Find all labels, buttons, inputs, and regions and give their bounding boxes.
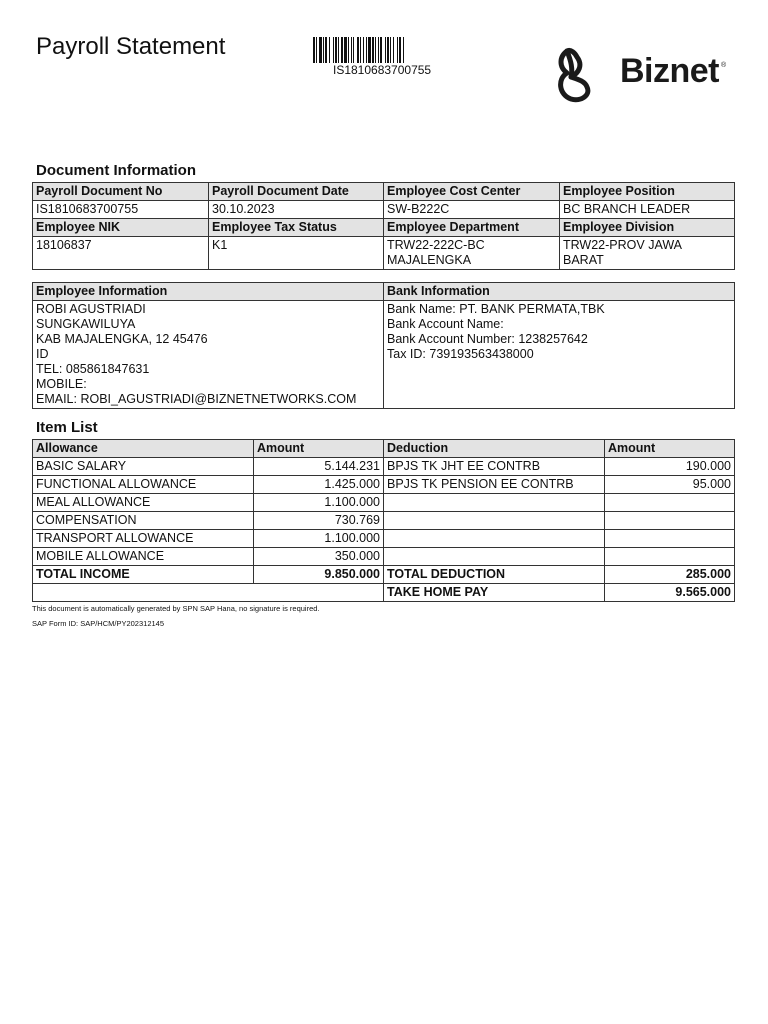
amount-cell: 1.425.000 bbox=[254, 476, 384, 494]
employee-tax-status: K1 bbox=[209, 237, 384, 270]
barcode-number: IS1810683700755 bbox=[333, 63, 432, 77]
table-header-row bbox=[33, 283, 735, 301]
total-deduction-label: TOTAL DEDUCTION bbox=[384, 566, 605, 584]
deduction-cell: BPJS TK PENSION EE CONTRB bbox=[384, 476, 605, 494]
empty-cell bbox=[33, 584, 384, 602]
deduction-cell bbox=[384, 512, 605, 530]
bank-information-header: Bank Information bbox=[384, 283, 735, 301]
amount-cell: 350.000 bbox=[254, 548, 384, 566]
table-row bbox=[33, 476, 735, 494]
payroll-document-date: 30.10.2023 bbox=[209, 201, 384, 219]
employee-bank-table bbox=[32, 282, 735, 409]
employee-cost-center: SW-B222C bbox=[384, 201, 560, 219]
amount-cell: 190.000 bbox=[605, 458, 735, 476]
sap-form-id: SAP Form ID: SAP/HCM/PY202312145 bbox=[32, 619, 165, 628]
document-information-table bbox=[32, 182, 735, 270]
table-header-row bbox=[33, 219, 735, 237]
table-header-row bbox=[33, 183, 735, 201]
amount-cell bbox=[605, 512, 735, 530]
total-deduction-value: 285.000 bbox=[605, 566, 735, 584]
allowance-cell: COMPENSATION bbox=[33, 512, 254, 530]
amount-cell bbox=[605, 548, 735, 566]
item-list-title: Item List bbox=[36, 419, 98, 436]
header-cell: Employee Position bbox=[560, 183, 735, 201]
total-income-label: TOTAL INCOME bbox=[33, 566, 254, 584]
table-row bbox=[33, 458, 735, 476]
document-information-title: Document Information bbox=[36, 162, 196, 179]
table-row bbox=[33, 530, 735, 548]
amount-cell: 5.144.231 bbox=[254, 458, 384, 476]
table-row bbox=[33, 512, 735, 530]
amount-cell bbox=[605, 494, 735, 512]
take-home-pay-label: TAKE HOME PAY bbox=[384, 584, 605, 602]
header-cell: Employee Tax Status bbox=[209, 219, 384, 237]
header-cell: Employee Cost Center bbox=[384, 183, 560, 201]
amount-cell: 730.769 bbox=[254, 512, 384, 530]
allowance-cell: BASIC SALARY bbox=[33, 458, 254, 476]
take-home-pay-row bbox=[33, 584, 735, 602]
amount-cell bbox=[605, 530, 735, 548]
employee-information-header: Employee Information bbox=[33, 283, 384, 301]
employee-department: TRW22-222C-BC MAJALENGKA bbox=[384, 237, 560, 270]
table-row bbox=[33, 548, 735, 566]
barcode-image bbox=[313, 37, 451, 63]
logo-wordmark: Biznet bbox=[620, 52, 719, 90]
bank-information-details: Bank Name: PT. BANK PERMATA,TBK Bank Account Name: Bank Account Number: 1238257642 Tax ID: 739193563438000 bbox=[384, 301, 735, 409]
amount-cell: 1.100.000 bbox=[254, 530, 384, 548]
deduction-header: Deduction bbox=[384, 440, 605, 458]
total-income-value: 9.850.000 bbox=[254, 566, 384, 584]
item-list-table bbox=[32, 439, 735, 602]
payroll-document-no: IS1810683700755 bbox=[33, 201, 209, 219]
deduction-cell bbox=[384, 548, 605, 566]
allowance-cell: TRANSPORT ALLOWANCE bbox=[33, 530, 254, 548]
employee-division: TRW22-PROV JAWA BARAT bbox=[560, 237, 735, 270]
table-row bbox=[33, 301, 735, 409]
table-row bbox=[33, 201, 735, 219]
totals-row bbox=[33, 566, 735, 584]
allowance-cell: FUNCTIONAL ALLOWANCE bbox=[33, 476, 254, 494]
take-home-pay-value: 9.565.000 bbox=[605, 584, 735, 602]
deduction-cell bbox=[384, 494, 605, 512]
registered-mark: ® bbox=[721, 62, 727, 69]
allowance-cell: MEAL ALLOWANCE bbox=[33, 494, 254, 512]
deduction-cell bbox=[384, 530, 605, 548]
header-cell: Payroll Document No bbox=[33, 183, 209, 201]
table-header-row bbox=[33, 440, 735, 458]
table-row bbox=[33, 237, 735, 270]
amount-header: Amount bbox=[254, 440, 384, 458]
amount-cell: 95.000 bbox=[605, 476, 735, 494]
auto-generated-note: This document is automatically generated by SPN SAP Hana, no signature is required. bbox=[32, 604, 320, 613]
header-cell: Employee Division bbox=[560, 219, 735, 237]
allowance-cell: MOBILE ALLOWANCE bbox=[33, 548, 254, 566]
page-title: Payroll Statement bbox=[36, 33, 226, 60]
allowance-header: Allowance bbox=[33, 440, 254, 458]
amount-cell: 1.100.000 bbox=[254, 494, 384, 512]
amount-header: Amount bbox=[605, 440, 735, 458]
employee-information-details: ROBI AGUSTRIADI SUNGKAWILUYA KAB MAJALENGKA, 12 45476 ID TEL: 085861847631 MOBILE: EMAIL: ROBI_AGUSTRIADI@BIZNETNETWORKS.COM bbox=[33, 301, 384, 409]
deduction-cell: BPJS TK JHT EE CONTRB bbox=[384, 458, 605, 476]
header-cell: Payroll Document Date bbox=[209, 183, 384, 201]
header-cell: Employee NIK bbox=[33, 219, 209, 237]
table-row bbox=[33, 494, 735, 512]
header-cell: Employee Department bbox=[384, 219, 560, 237]
employee-position: BC BRANCH LEADER bbox=[560, 201, 735, 219]
employee-nik: 18106837 bbox=[33, 237, 209, 270]
